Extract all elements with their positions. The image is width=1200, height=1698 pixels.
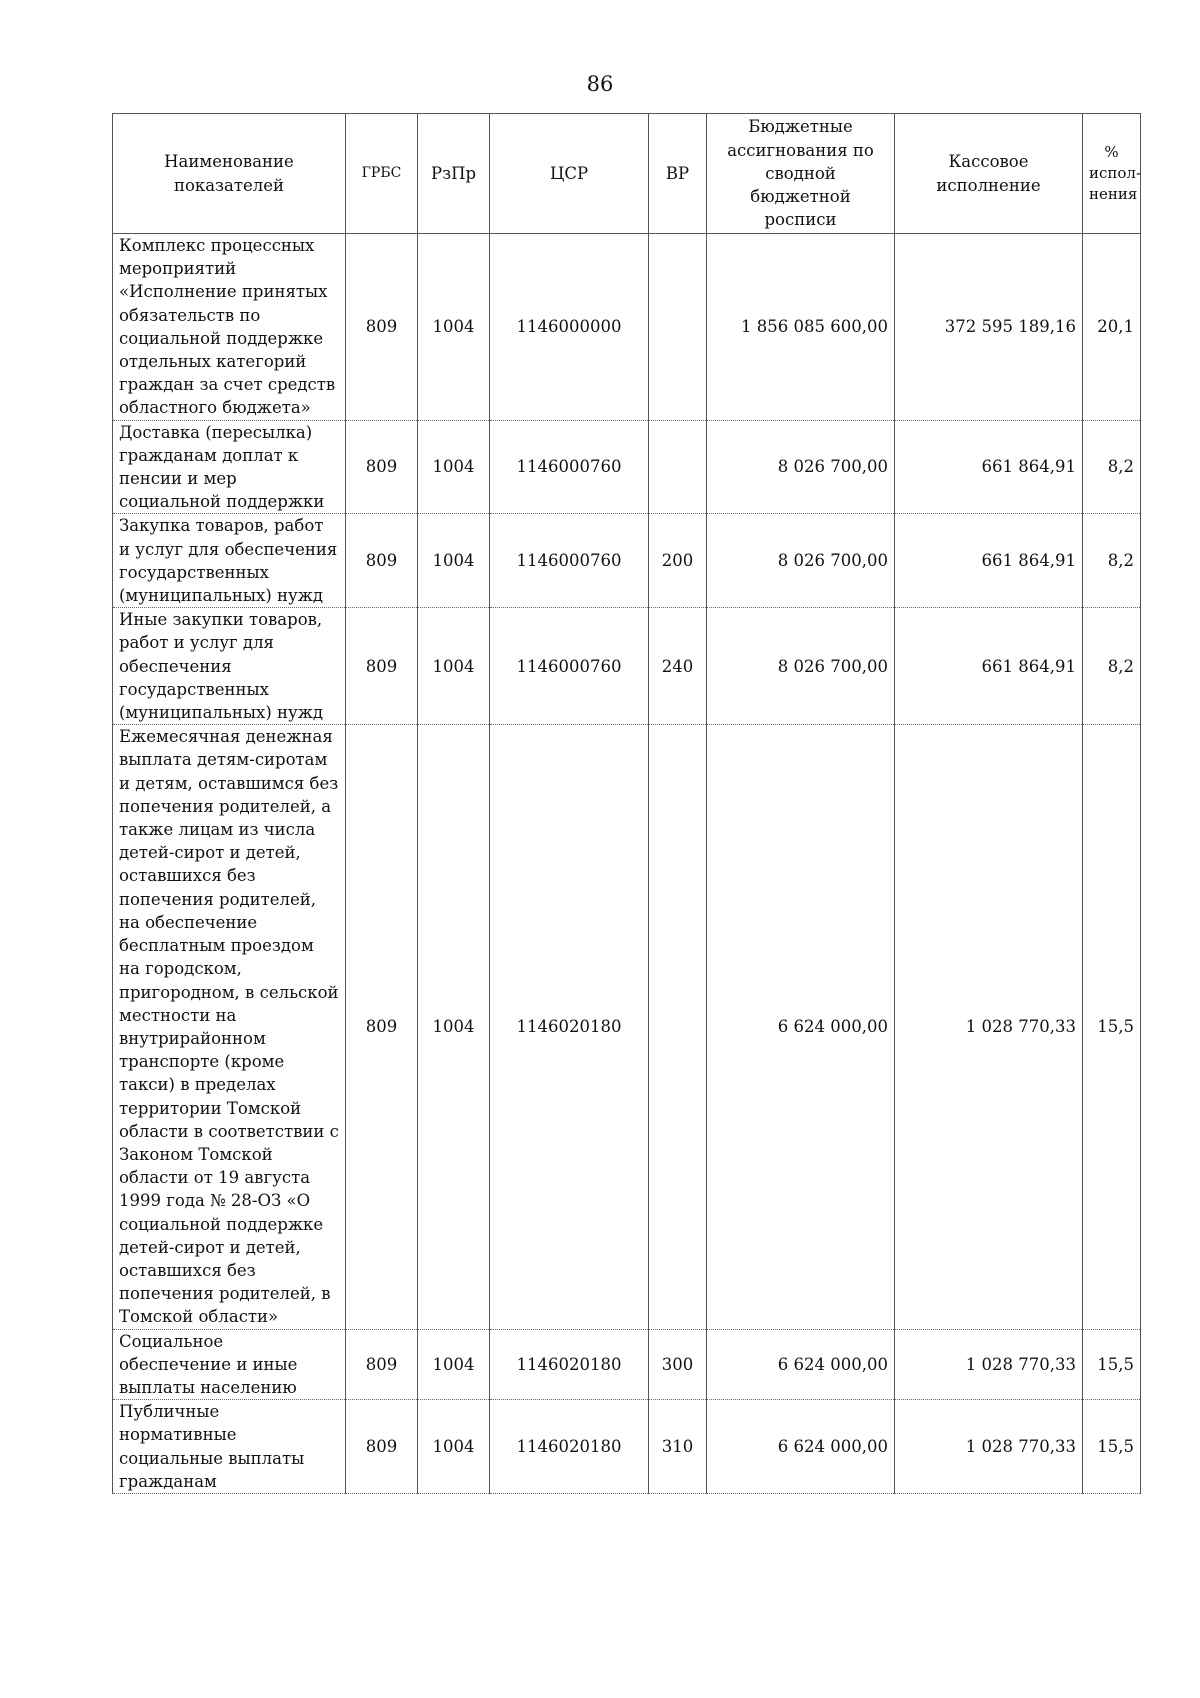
row-name: Ежемесячная денежная выплата детям-сиротам и детям, оставшимся без попечения родителей, а также лицам из числа детей-сирот и детей, оставшихся без попечения родителей, на обеспечение бесплатным проездом на городском, пригородном, в сельской местности на внутрирайонном транспорте (кроме такси) в пределах территории Томской области в соответствии с Законом Томской области от 19 августа 1999 года № 28-ОЗ «О социальной поддержке детей-сирот и детей, оставшихся без попечения родителей, в Томской области» [113,725,346,1329]
header-name: Наименование показателей [113,114,346,234]
row-csr: 1146020180 [490,1400,649,1494]
row-percent: 20,1 [1083,234,1141,421]
row-csr: 1146000760 [490,514,649,608]
header-csr: ЦСР [490,114,649,234]
row-name: Закупка товаров, работ и услуг для обеспечения государственных (муниципальных) нужд [113,514,346,608]
row-name: Комплекс процессных мероприятий «Исполнение принятых обязательств по социальной поддержке отдельных категорий граждан за счет средств областного бюджета» [113,234,346,421]
header-assignments: Бюджетные ассигнования по сводной бюджетной росписи [707,114,895,234]
row-grbs: 809 [346,608,418,725]
row-vr: 200 [649,514,707,608]
table-row [113,1400,1141,1494]
row-grbs: 809 [346,514,418,608]
header-percent: % испол-нения [1083,114,1141,234]
row-grbs: 809 [346,420,418,514]
row-vr: 300 [649,1329,707,1400]
row-name: Публичные нормативные социальные выплаты гражданам [113,1400,346,1494]
table-row [113,725,1141,1329]
row-execution: 661 864,91 [895,420,1083,514]
row-percent: 8,2 [1083,514,1141,608]
row-execution: 1 028 770,33 [895,1329,1083,1400]
row-csr: 1146000760 [490,608,649,725]
row-csr: 1146000000 [490,234,649,421]
row-execution: 661 864,91 [895,514,1083,608]
row-assignments: 6 624 000,00 [707,1329,895,1400]
header-rzpr: РзПр [418,114,490,234]
row-execution: 372 595 189,16 [895,234,1083,421]
row-grbs: 809 [346,1329,418,1400]
row-percent: 8,2 [1083,608,1141,725]
row-percent: 15,5 [1083,725,1141,1329]
header-vr: ВР [649,114,707,234]
row-name: Иные закупки товаров, работ и услуг для обеспечения государственных (муниципальных) нужд [113,608,346,725]
row-grbs: 809 [346,725,418,1329]
row-name: Доставка (пересылка) гражданам доплат к пенсии и мер социальной поддержки [113,420,346,514]
row-percent: 15,5 [1083,1400,1141,1494]
row-assignments: 6 624 000,00 [707,1400,895,1494]
table-row [113,420,1141,514]
row-vr [649,234,707,421]
row-vr [649,420,707,514]
row-assignments: 8 026 700,00 [707,514,895,608]
row-percent: 8,2 [1083,420,1141,514]
table-row [113,608,1141,725]
row-rzpr: 1004 [418,514,490,608]
row-execution: 661 864,91 [895,608,1083,725]
row-execution: 1 028 770,33 [895,725,1083,1329]
row-assignments: 8 026 700,00 [707,420,895,514]
header-grbs: ГРБС [346,114,418,234]
row-rzpr: 1004 [418,725,490,1329]
row-csr: 1146020180 [490,725,649,1329]
row-rzpr: 1004 [418,1329,490,1400]
row-csr: 1146020180 [490,1329,649,1400]
row-rzpr: 1004 [418,608,490,725]
table-row [113,234,1141,421]
table-row [113,514,1141,608]
row-rzpr: 1004 [418,234,490,421]
row-assignments: 1 856 085 600,00 [707,234,895,421]
table-row [113,1329,1141,1400]
row-execution: 1 028 770,33 [895,1400,1083,1494]
header-execution: Кассовое исполнение [895,114,1083,234]
row-assignments: 8 026 700,00 [707,608,895,725]
row-rzpr: 1004 [418,420,490,514]
row-percent: 15,5 [1083,1329,1141,1400]
row-grbs: 809 [346,1400,418,1494]
header-row [113,114,1141,234]
row-vr: 310 [649,1400,707,1494]
row-csr: 1146000760 [490,420,649,514]
row-grbs: 809 [346,234,418,421]
row-vr [649,725,707,1329]
page-number: 86 [586,72,614,96]
row-assignments: 6 624 000,00 [707,725,895,1329]
budget-table [112,113,1141,1494]
row-vr: 240 [649,608,707,725]
row-name: Социальное обеспечение и иные выплаты населению [113,1329,346,1400]
row-rzpr: 1004 [418,1400,490,1494]
